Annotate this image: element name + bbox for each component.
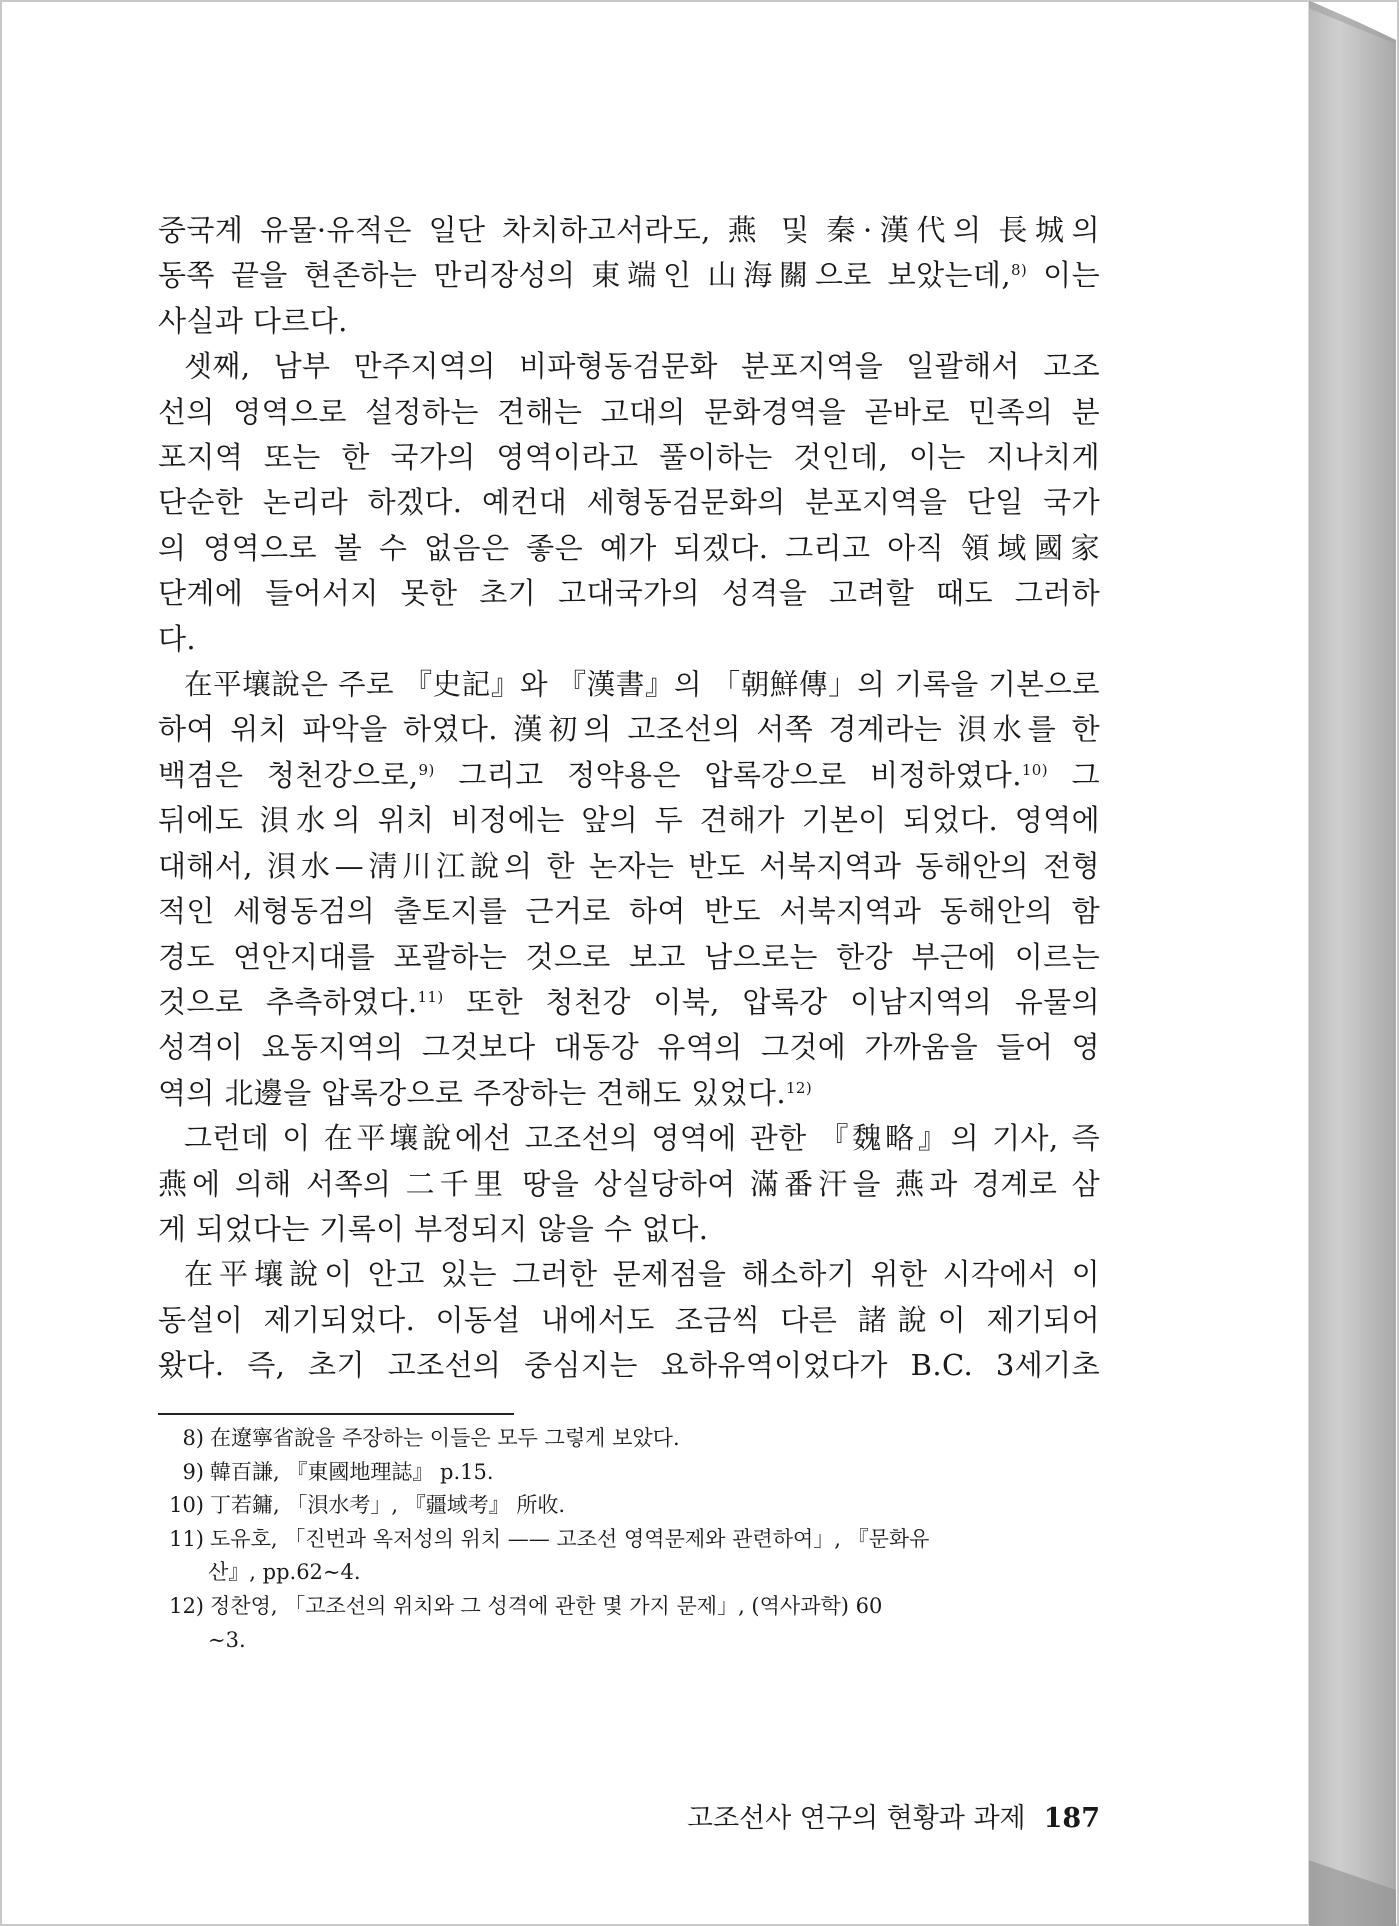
body-line-text: 在平壤說은 주로 『史記』와 『漢書』의 「朝鮮傳」의 기록을 기본으로 xyxy=(184,668,1100,702)
body-line xyxy=(158,1207,1100,1252)
body-line-text: 포지역 또는 한 국가의 영역이라고 풀이하는 것인데, 이는 지나치게 xyxy=(158,440,1100,475)
body-line-text: 성격이 요동지역의 그것보다 대동강 유역의 그것에 가까움을 들어 영 xyxy=(158,1030,1100,1065)
body-line-text: 역의 北邊을 압록강으로 주장하는 견해도 있었다. xyxy=(158,1075,786,1110)
footnote-number: 11) xyxy=(169,1526,204,1551)
body-line-text: 그런데 이 在平壤說에선 고조선의 영역에 관한 『魏略』의 기사, 즉 xyxy=(184,1121,1100,1156)
body-line xyxy=(158,299,1100,344)
body-line-text: 의 영역으로 볼 수 없음은 좋은 예가 되겠다. 그리고 아직 領域國家 xyxy=(158,530,1100,565)
body-line xyxy=(158,526,1100,571)
body-line-text: 다. xyxy=(158,621,197,656)
body-line xyxy=(158,935,1100,980)
body-line-text: 단순한 논리라 하겠다. 예컨대 세형동검문화의 분포지역을 단일 국가 xyxy=(158,485,1100,520)
body-line xyxy=(158,844,1100,889)
footnote-text: 도유호, 「진번과 옥저성의 위치 —— 고조선 영역문제와 관련하여」, 『문화유 xyxy=(210,1526,930,1551)
footnote-text: 정찬영, 「고조선의 위치와 그 성격에 관한 몇 가지 문제」, (역사과학) 60 xyxy=(210,1593,883,1618)
body-line-text: 적인 세형동검의 출토지를 근거로 하여 반도 서북지역과 동해안의 함 xyxy=(158,894,1100,929)
body-line xyxy=(158,344,1100,389)
body-line-text: 하여 위치 파악을 하였다. 漢初의 고조선의 서쪽 경계라는 浿水를 한 xyxy=(158,712,1100,747)
footnote-number: 10) xyxy=(169,1493,204,1518)
body-line-text: 왔다. 즉, 초기 고조선의 중심지는 요하유역이었다가 B.C. 3세기초 xyxy=(158,1348,1100,1383)
body-line-text: 게 되었다는 기록이 부정되지 않을 수 없다. xyxy=(158,1211,709,1246)
body-line xyxy=(158,798,1100,843)
footnote-text: 丁若鏞, 「浿水考」, 『疆域考』 所收. xyxy=(210,1493,566,1518)
body-line xyxy=(158,889,1100,934)
body-line xyxy=(158,571,1100,616)
body-line xyxy=(158,1343,1100,1388)
body-line-text: 燕에 의해 서쪽의 二千里 땅을 상실당하여 滿番汗을 燕과 경계로 삼 xyxy=(158,1166,1100,1201)
body-line-text: 그리고 정약용은 압록강으로 비정하였다. xyxy=(434,757,1022,792)
body-line-text: 또한 청천강 이북, 압록강 이남지역의 유물의 xyxy=(443,984,1100,1019)
body-line-text: 백겸은 청천강으로, xyxy=(158,757,419,792)
body-line xyxy=(158,980,1100,1025)
body-line xyxy=(158,707,1100,752)
footnote-ref: 11) xyxy=(417,987,444,1006)
body-line xyxy=(158,1298,1100,1343)
body-line xyxy=(158,753,1100,798)
body-line xyxy=(158,480,1100,525)
body-line-text: 그 xyxy=(1047,757,1100,792)
body-line xyxy=(158,435,1100,480)
body-line xyxy=(158,1025,1100,1070)
body-line xyxy=(158,253,1100,298)
footnote xyxy=(158,1523,1100,1557)
footnote-continuation: ∼3. xyxy=(208,1627,246,1652)
footnote-ref: 9) xyxy=(418,760,435,779)
body-line-text: 이는 xyxy=(1027,258,1100,293)
footnote-text: 在遼寧省說을 주장하는 이들은 모두 그렇게 보았다. xyxy=(210,1426,680,1450)
body-line-text: 동설이 제기되었다. 이동설 내에서도 조금씩 다른 諸說이 제기되어 xyxy=(158,1302,1100,1337)
footnote xyxy=(158,1456,1100,1490)
page-edge-shading xyxy=(1308,0,1399,1926)
body-line-text: 경도 연안지대를 포괄하는 것으로 보고 남으로는 한강 부근에 이르는 xyxy=(158,939,1100,974)
body-line xyxy=(158,1116,1100,1161)
body-line xyxy=(158,208,1100,253)
body-line-text: 단계에 들어서지 못한 초기 고대국가의 성격을 고려할 때도 그러하 xyxy=(158,576,1100,611)
body-line-text: 사실과 다르다. xyxy=(158,303,348,338)
footnote-ref: 8) xyxy=(1010,261,1028,280)
footnote-continuation: 산』, pp.62∼4. xyxy=(208,1560,361,1585)
body-line-text: 셋째, 남부 만주지역의 비파형동검문화 분포지역을 일괄해서 고조 xyxy=(184,349,1100,384)
footnote xyxy=(158,1489,1100,1523)
body-line-text: 동쪽 끝을 현존하는 만리장성의 東端인 山海關으로 보았는데, xyxy=(158,258,1011,293)
footnotes xyxy=(158,1422,1100,1657)
body-line-text: 선의 영역으로 설정하는 견해는 고대의 문화경역을 곧바로 민족의 분 xyxy=(158,394,1100,429)
footnote-ref: 10) xyxy=(1021,760,1048,779)
footnote-rule xyxy=(158,1413,514,1415)
body-line xyxy=(158,662,1100,707)
running-title: 고조선사 연구의 현황과 과제 xyxy=(686,1803,1026,1834)
running-footer xyxy=(560,1796,1100,1836)
footnote-number: 9) xyxy=(182,1459,204,1484)
footnote-ref: 12) xyxy=(785,1078,813,1097)
body-text xyxy=(158,208,1100,1389)
body-line-text: 在平壤說이 안고 있는 그러한 문제점을 해소하기 위한 시각에서 이 xyxy=(184,1257,1100,1292)
page-number: 187 xyxy=(1043,1803,1100,1834)
body-line xyxy=(158,390,1100,435)
body-line xyxy=(158,1071,1100,1116)
body-line xyxy=(158,617,1100,662)
body-line-text: 뒤에도 浿水의 위치 비정에는 앞의 두 견해가 기본이 되었다. 영역에 xyxy=(158,803,1100,838)
footnote-text: 韓百謙, 『東國地理誌』 p.15. xyxy=(210,1459,494,1484)
body-line xyxy=(158,1252,1100,1297)
footnote-number: 8) xyxy=(182,1426,204,1450)
footnote xyxy=(158,1590,1100,1624)
footnote-number: 12) xyxy=(169,1593,204,1618)
body-line-text: 것으로 추측하였다. xyxy=(158,984,418,1019)
footnote xyxy=(158,1422,1100,1456)
body-line-text: 대해서, 浿水—淸川江說의 한 논자는 반도 서북지역과 동해안의 전형 xyxy=(158,848,1100,883)
body-line-text: 중국계 유물·유적은 일단 차치하고서라도, 燕 및 秦·漢代의 長城의 xyxy=(158,213,1100,247)
body-line xyxy=(158,1162,1100,1207)
